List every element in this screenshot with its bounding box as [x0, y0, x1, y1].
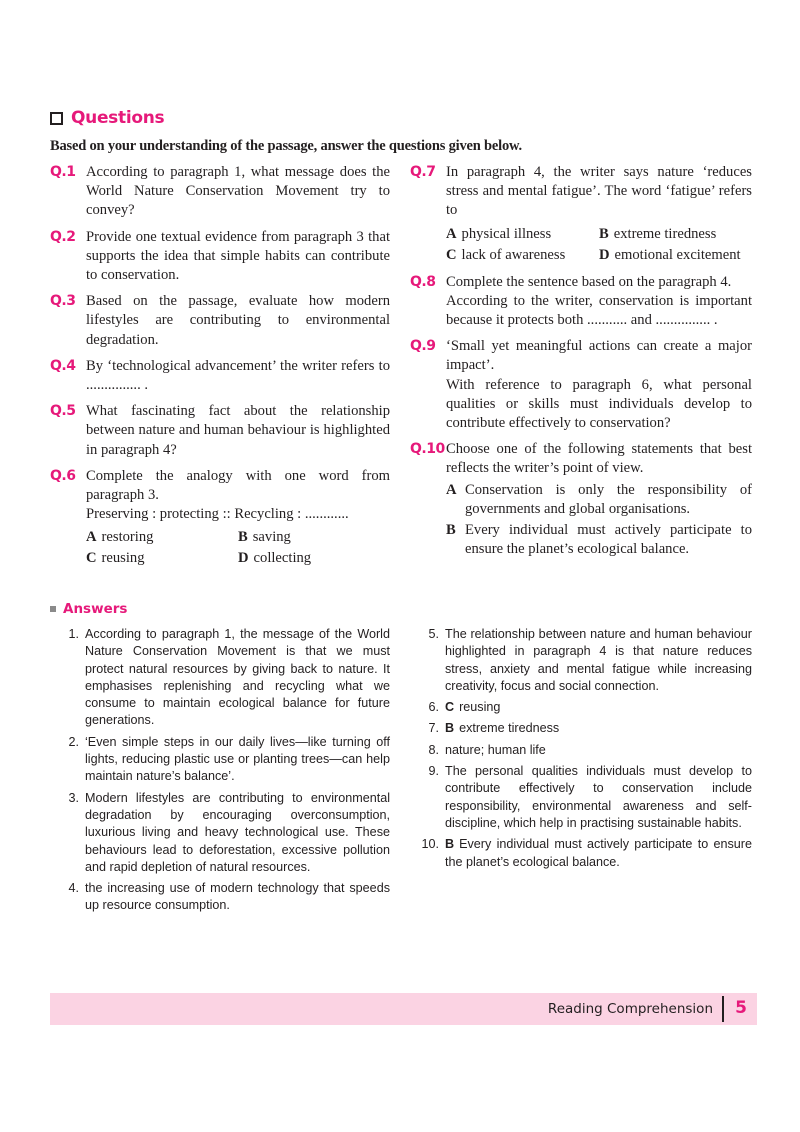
questions-title: Questions: [71, 108, 165, 128]
question-number: Q.5: [50, 403, 76, 420]
question-3: [50, 292, 390, 350]
answer-2: 2. ‘Even simple steps in our daily lives—like turning off lights, reducing plastic use or planting trees—can help maintain nature’s balance’.: [68, 734, 390, 784]
option-b: B Every individual must actively participate to ensure the planet’s ecological balance.: [446, 522, 752, 558]
section-name: Reading Comprehension: [547, 1001, 713, 1017]
question-number: Q.6: [50, 467, 76, 484]
options-grid: [446, 224, 752, 266]
question-text: Based on the passage, evaluate how modern lifestyles are contributing to environmental degradation.: [86, 293, 390, 348]
answer-8: 8. nature; human life: [428, 742, 546, 757]
answers-heading: [50, 601, 127, 617]
question-text: Complete the sentence based on the paragraph 4.: [446, 273, 732, 290]
question-9: [410, 337, 752, 433]
answer-9: 9. The personal qualities individuals must develop to contribute effectively to conservation include responsibility, environmental awareness and self-discipline, which help in practising sustainable habits.: [428, 764, 752, 830]
question-10: [410, 440, 752, 559]
answers-right-column: [415, 626, 752, 875]
page-number: 5: [735, 998, 747, 1018]
questions-right-column: [410, 163, 752, 566]
question-number: Q.1: [50, 164, 76, 180]
answer-1: 1. According to paragraph 1, the message of the World Nature Conservation Movement is that we must protect natural resources by giving back to nature. It emphasises replenishing and recycling what we consume to maintain ecological balance for future generations.: [68, 627, 390, 728]
options-grid: [86, 527, 390, 569]
question-text: Complete the analogy with one word from paragraph 3.: [86, 467, 390, 504]
answer-7: 7. B extreme tiredness: [428, 721, 560, 736]
question-7: [410, 163, 752, 266]
option-a: A Conservation is only the responsibility of governments and global organisations.: [446, 481, 752, 517]
answer-6: 6. C reusing: [428, 700, 501, 715]
option-a: A physical illness: [446, 225, 552, 242]
question-6: [50, 467, 390, 570]
question-2: [50, 228, 390, 286]
footer-divider: [722, 996, 724, 1022]
answers-title: Answers: [63, 601, 128, 617]
option-a: A restoring: [86, 529, 154, 546]
question-number: Q.10: [410, 441, 445, 458]
question-text: ‘Small yet meaningful actions can create a major impact’.: [446, 338, 752, 374]
question-4: [50, 357, 390, 395]
question-1: [50, 163, 390, 221]
question-8: [410, 273, 752, 331]
question-text: By ‘technological advancement’ the writer refers to ............... .: [86, 357, 390, 394]
question-number: Q.4: [50, 357, 76, 374]
checkbox-square-icon: [50, 112, 63, 125]
question-text: What fascinating fact about the relationship between nature and human behaviour is highlighted in paragraph 4?: [86, 403, 390, 458]
question-subtext: Preserving : protecting :: Recycling : ............: [86, 506, 349, 523]
option-d: D emotional excitement: [599, 246, 741, 263]
option-b: B extreme tiredness: [599, 225, 717, 242]
question-5: [50, 402, 390, 460]
answer-4: 4. the increasing use of modern technology that speeds up resource consumption.: [68, 881, 390, 913]
question-number: Q.7: [410, 164, 436, 180]
question-number: Q.8: [410, 273, 436, 290]
question-number: Q.3: [50, 293, 76, 310]
answer-5: 5. The relationship between nature and human behaviour highlighted in paragraph 4 is that nature reduces stress, anxiety and mental fatigue while increasing creativity, focus and social connection.: [428, 627, 752, 693]
question-text: Provide one textual evidence from paragraph 3 that supports the idea that simple habits can contribute to conservation.: [86, 228, 390, 284]
question-text: Choose one of the following statements that best reflects the writer’s point of view.: [446, 441, 752, 477]
square-bullet-icon: [50, 606, 56, 612]
option-d: D collecting: [238, 550, 312, 567]
answer-3: 3. Modern lifestyles are contributing to environmental degradation by encouraging overconsumption, luxurious living and heavy technological use. These behaviours lead to deforestation, excessive pollution and rapid depletion of natural resources.: [68, 790, 390, 874]
questions-heading: [50, 108, 164, 128]
option-c: C lack of awareness: [446, 246, 566, 263]
option-c: C reusing: [86, 550, 145, 567]
question-number: Q.9: [410, 338, 436, 355]
answers-left-column: [55, 626, 390, 919]
question-text: According to paragraph 1, what message does the World Nature Conservation Movement try to convey?: [86, 164, 390, 219]
question-text: In paragraph 4, the writer says nature ‘reduces stress and mental fatigue’. The word ‘fatigue’ refers to: [446, 164, 752, 219]
questions-left-column: [50, 163, 390, 576]
page-footer: [50, 993, 757, 1025]
option-b: B saving: [238, 529, 291, 546]
question-subtext: With reference to paragraph 6, what personal qualities or skills must individuals develop to contribute effectively to conservation?: [446, 376, 752, 432]
question-subtext: According to the writer, conservation is important because it protects both ........... and ............... .: [446, 292, 752, 329]
answer-10: 10. B Every individual must actively participate to ensure the planet’s ecological balance.: [421, 837, 752, 869]
instruction-text: Based on your understanding of the passage, answer the questions given below.: [50, 138, 522, 154]
question-number: Q.2: [50, 228, 76, 245]
